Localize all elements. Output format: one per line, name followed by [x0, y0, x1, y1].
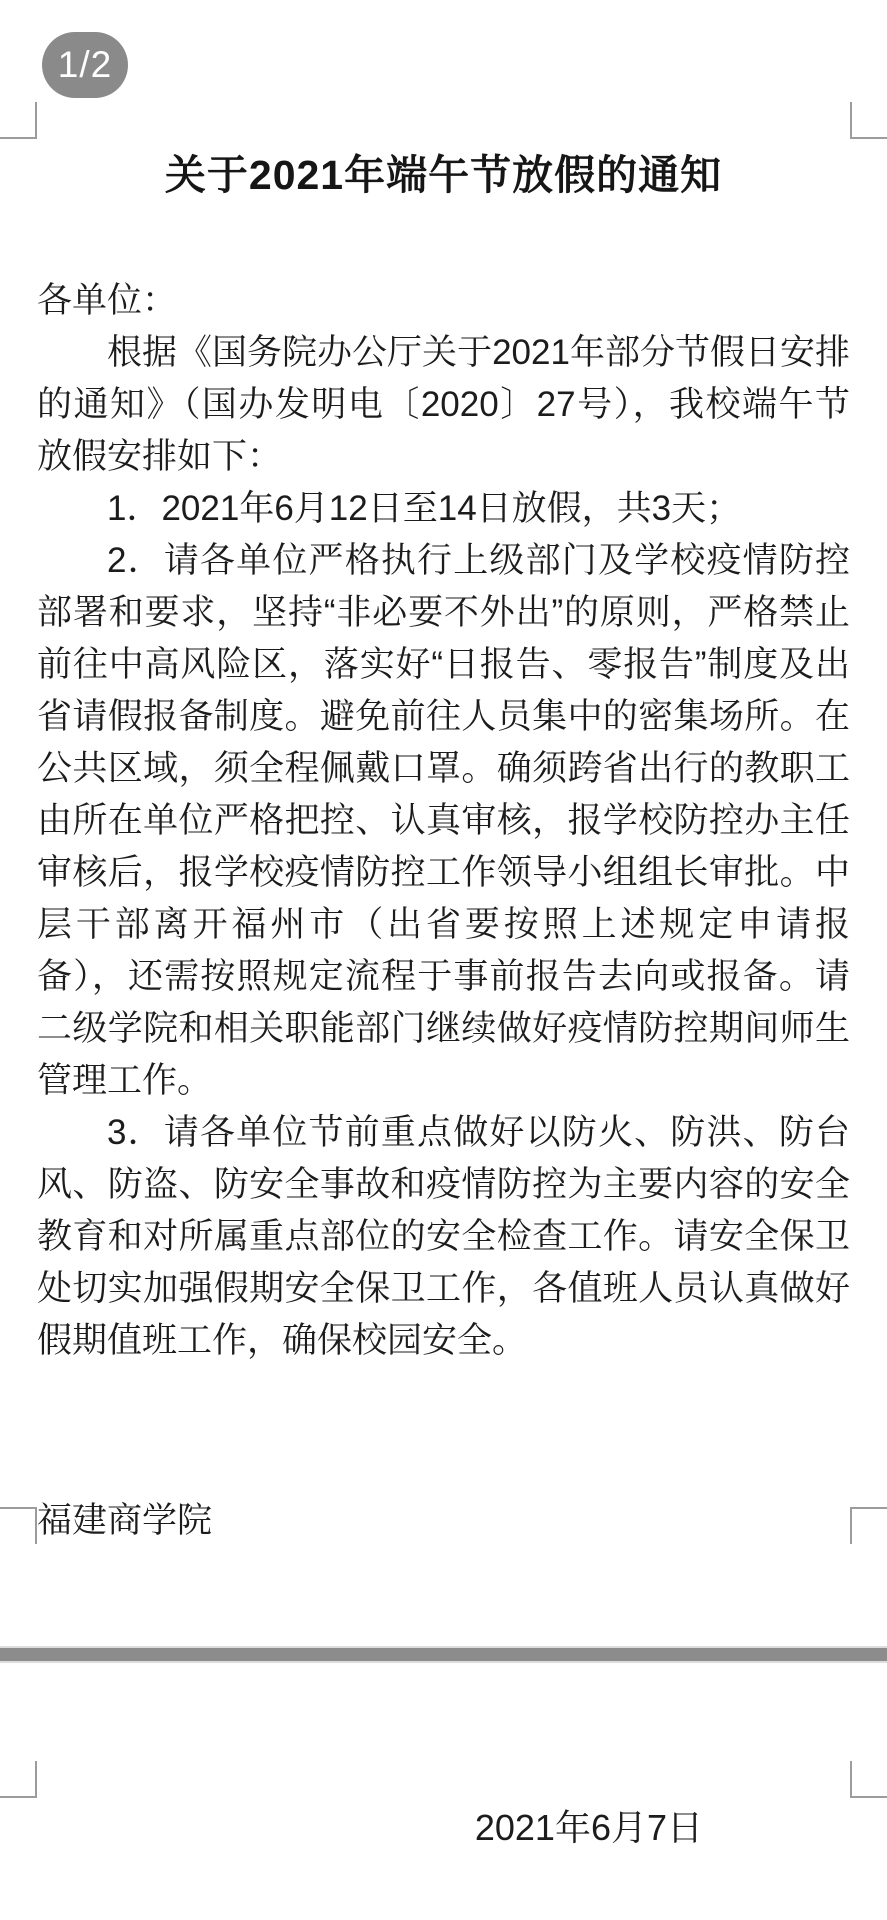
paragraph-item-1: 1．2021年6月12日至14日放假，共3天； [107, 489, 742, 528]
document-body [37, 275, 850, 1547]
corner-mark-page2-top-right-icon [850, 1761, 887, 1798]
corner-mark-page1-top-left-icon [0, 102, 37, 139]
corner-mark-page1-top-right-icon [850, 102, 887, 139]
paragraph-item-2: 2．请各单位严格执行上级部门及学校疫情防控部署和要求，坚持“非必要不外出”的原则，严格禁止前往中高风险区，落实好“日报告、零报告”制度及出省请假报备制度。避免前往人员集中的密集场所。在公共区域，须全程佩戴口罩。确须跨省出行的教职工由所在单位严格把控、认真审核，报学校防控办主任审核后，报学校疫情防控工作领导小组组长审批。中层干部离开福州市（出省要按照上述规定申请报备），还需按照规定流程于事前报告去向或报备。请二级学院和相关职能部门继续做好疫情防控期间师生管理工作。 [37, 541, 850, 1100]
page-indicator-badge: 1/2 [42, 32, 128, 98]
paragraph-item-3: 3．请各单位节前重点做好以防火、防洪、防台风、防盗、防安全事故和疫情防控为主要内容的安全教育和对所属重点部位的安全检查工作。请安全保卫处切实加强假期安全保卫工作，各值班人员认真做好假期值班工作，确保校园安全。 [37, 1113, 850, 1360]
paragraph-basis: 根据《国务院办公厅关于2021年部分节假日安排的通知》（国办发明电〔2020〕27号），我校端午节放假安排如下： [37, 333, 850, 476]
signature-issuer: 福建商学院 [37, 1501, 213, 1540]
corner-mark-page1-bottom-left-icon [0, 1507, 37, 1544]
corner-mark-page1-bottom-right-icon [850, 1507, 887, 1544]
document-title: 关于2021年端午节放假的通知 [164, 152, 723, 198]
salutation: 各单位： [37, 281, 178, 320]
corner-mark-page2-top-left-icon [0, 1761, 37, 1798]
document-page-1 [37, 0, 850, 1547]
document-date: 2021年6月7日 [474, 1807, 703, 1848]
page-break-divider [0, 1646, 887, 1663]
